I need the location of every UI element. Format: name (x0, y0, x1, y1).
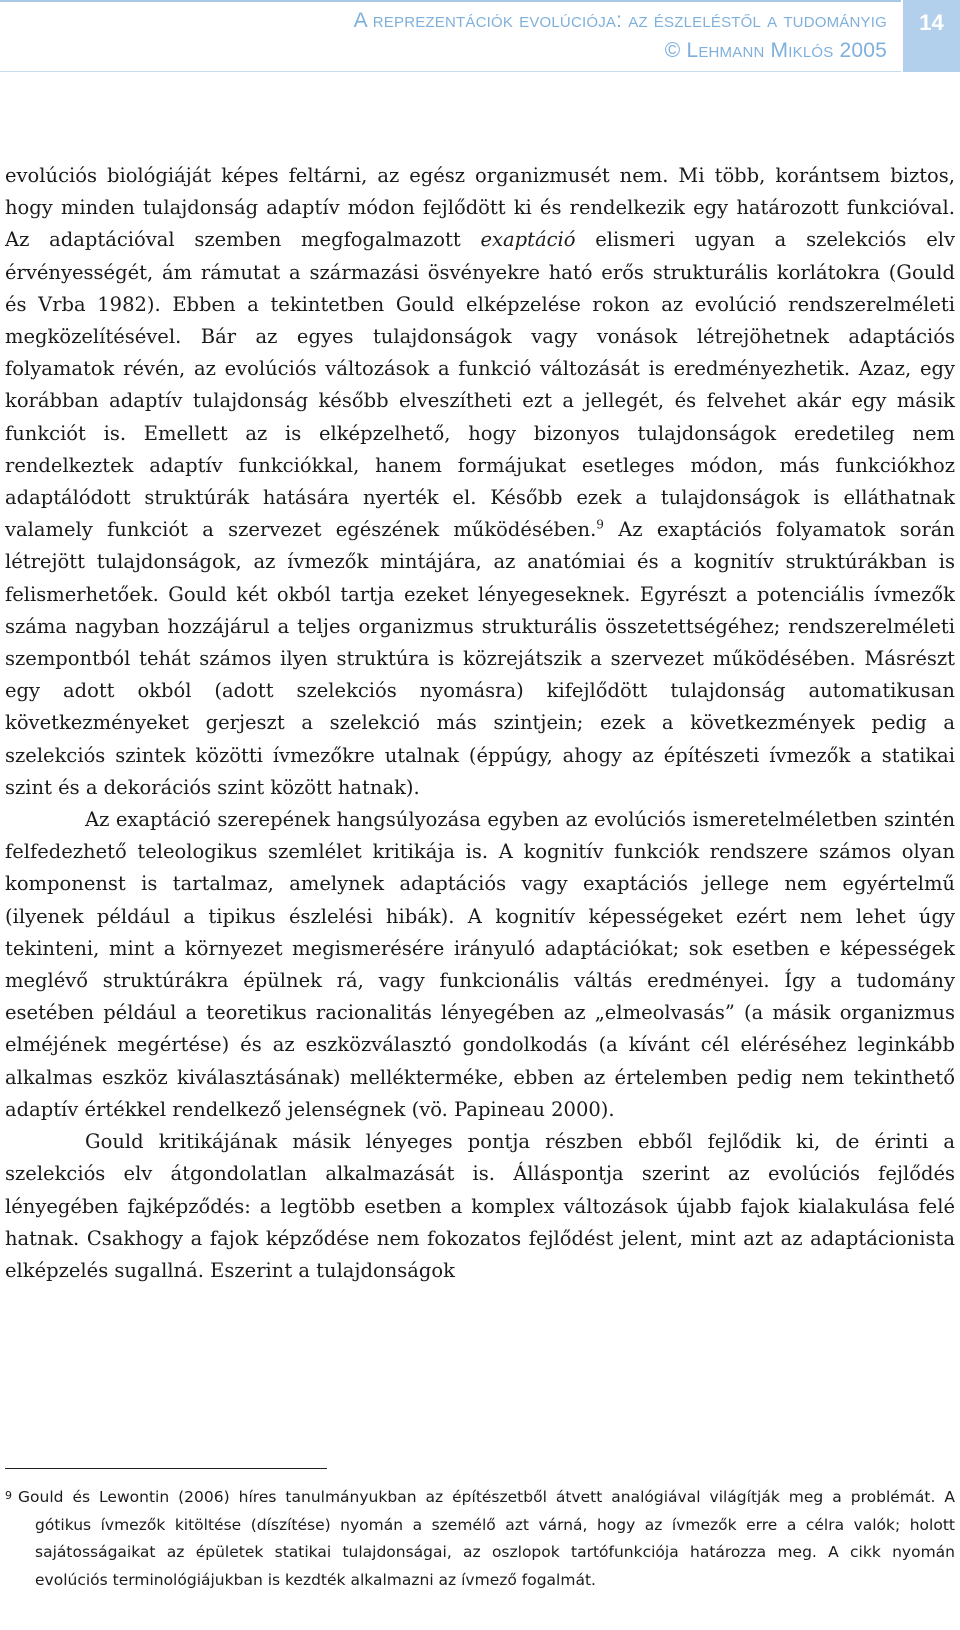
footnote (5, 1484, 955, 1594)
page-header (0, 0, 960, 72)
italic-term-exaptacio: exaptáció (480, 228, 576, 252)
footnote-reference[interactable]: 9 (596, 517, 604, 532)
paragraph-1 (5, 160, 955, 804)
paragraph-2: Az exaptáció szerepének hangsúlyozása egyben az evolúciós ismeretelméletben szintén felfedezhető teleologikus szemlélet kritikája is. A kognitív funkciók rendszere számos olyan komponenst is tartalmaz, amelynek adaptációs vagy exaptációs jellege nem egyértelmű (ilyenek például a tipikus észlelési hibák). A kognitív képességeket ezért nem lehet úgy tekinteni, mint a környezet megismerésére irányuló adaptációkat; sok esetben e képességek meglévő struktúrákra épülnek rá, vagy funkcionális váltás eredményei. Így a tudomány esetében például a teoretikus racionalitás lényegében az „elmeolvasás” (a másik organizmus elméjének megértése) és az eszközválasztó gondolkodás (a kívánt cél eléréséhez leginkább alkalmas eszköz kiválasztásának) mellékterméke, ebben az értelemben pedig nem tekinthető adaptív értékkel rendelkező jelenségnek (vö. Papineau 2000). (5, 808, 955, 1121)
author-copyright: © Lehmann Miklós 2005 (664, 39, 887, 62)
running-title: A reprezentációk evolúciója: az észleléstől a tudományig (353, 9, 887, 32)
paragraph-3: Gould kritikájának másik lényeges pontja részben ebből fejlődik ki, de érinti a szelekciós elv átgondolatlan alkalmazását is. Álláspontja szerint az evolúciós fejlődés lényegében fajképződés: a legtöbb esetben a komplex változások újabb fajok kialakulása felé hatnak. Csakhogy a fajok képződése nem fokozatos fejlődést jelent, mint azt az adaptácionista elképzelés sugallná. Eszerint a tulajdonságok (5, 1130, 955, 1282)
footnote-divider (5, 1468, 327, 1469)
footnote-text: Gould és Lewontin (2006) híres tanulmányukban az építészetből átvett analógiával világítják meg a problémát. A gótikus ívmezők kitöltése (díszítése) nyomán a személő azt várná, hogy az ívmezők erre a célra valók; holott sajátosságaikat az épületek statikai tulajdonságai, az oszlopok tartófunkciója határozza meg. A cikk nyomán evolúciós terminológiájukban is kezdték alkalmazni az ívmező fogalmát. (18, 1488, 955, 1589)
main-text (5, 160, 955, 1287)
paragraph-1-part-b: elismeri ugyan a szelekciós elv érvényességét, ám rámutat a származási ösvényekre ható erős strukturális korlátokra (Gould és Vrba 1982). Ebben a tekintetben Gould elképzelése rokon az evolúció rendszerelméleti megközelítésével. Bár az egyes tulajdonságok vagy vonások létrejöhetnek adaptációs folyamatok révén, az evolúciós változások a funkció változását is eredményezhetik. Azaz, egy korábban adaptív tulajdonság később elveszítheti ezt a jellegét, és felvehet akár egy másik funkciót is. Emellett az is elképzelhető, hogy bizonyos tulajdonságok eredetileg nem rendelkeztek adaptív funkciókkal, hanem formájukat esetleges módon, más funkciókhoz adaptálódott struktúrák hatására nyerték el. Később ezek a tulajdonságok is elláthatnak valamely funkciót a szervezet egészének működésében. (5, 228, 955, 542)
page-number: 14 (903, 0, 960, 72)
paragraph-1-part-c: Az exaptációs folyamatok során létrejött tulajdonságok, az ívmezők mintájára, az anatómiai és a kognitív struktúrákban is felismerhetőek. Gould két okból tartja ezeket lényegeseknek. Egyrészt a potenciális ívmezők száma nagyban hozzájárul a teljes organizmus strukturális összetettségéhez; rendszerelméleti szempontból tehát számos ilyen struktúra is közrejátszik a szervezet működésében. Másrészt egy adott okból (adott szelekciós nyomásra) kifejlődött tulajdonság automatikusan következményeket gerjeszt a szelekció más szintjein; ezek a következmények pedig a szelekciós szintek közötti ívmezőkre utalnak (éppúgy, ahogy az építészeti ívmezők a statikai szint és a dekorációs szint között hatnak). (5, 518, 955, 799)
paragraph-1-part-a: evolúciós biológiáját képes feltárni, az egész organizmusét nem. Mi több, korántsem biztos, hogy minden tulajdonság adaptív módon fejlődött ki és rendelkezik egy határozott funkcióval. Az adaptációval szemben megfogalmazott (5, 164, 955, 252)
header-title-box (0, 0, 901, 72)
footnote-mark: 9 (5, 1489, 12, 1502)
